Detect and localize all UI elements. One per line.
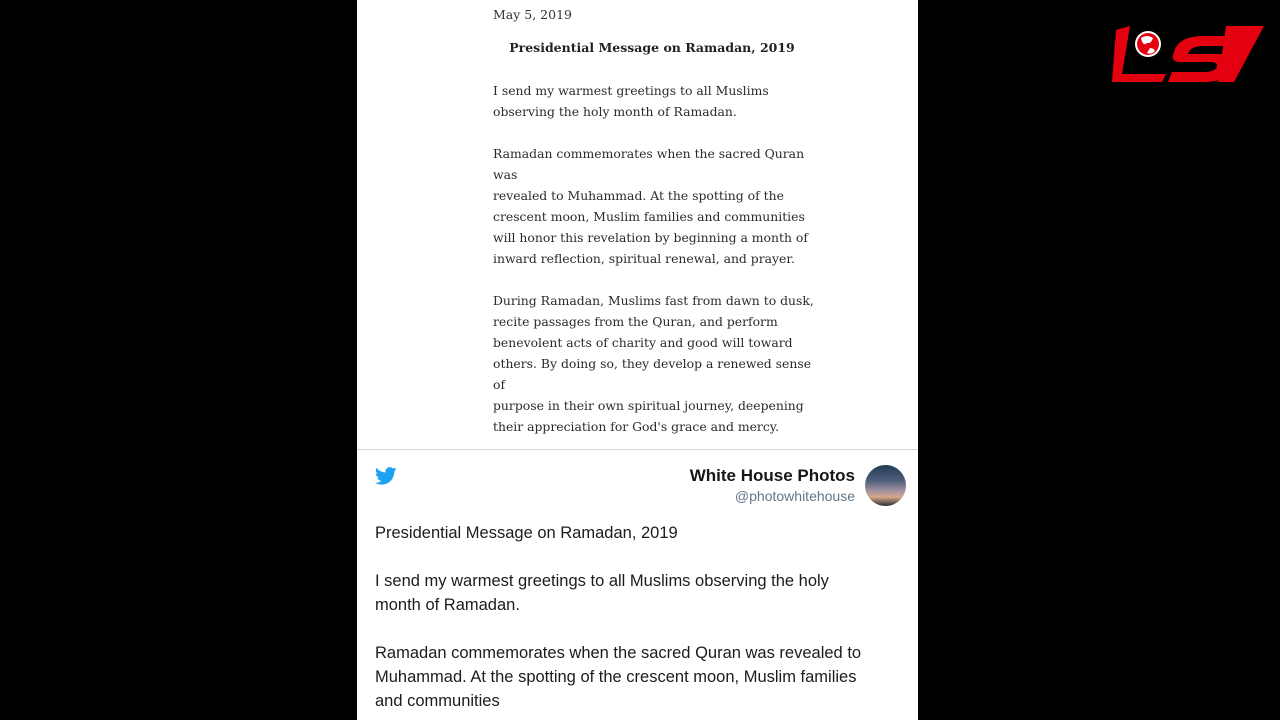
author-handle[interactable]: @photowhitehouse — [734, 488, 855, 504]
tweet-card — [357, 0, 918, 720]
twitter-bird-icon[interactable] — [375, 467, 397, 485]
document-title: Presidential Message on Ramadan, 2019 — [509, 40, 795, 55]
tweet-paragraph: Ramadan commemorates when the sacred Quran was revealed to Muhammad. At the spotting of the crescent moon, Muslim families and communities — [375, 644, 862, 710]
document-body — [493, 80, 823, 450]
document-paragraph: During Ramadan, Muslims fast from dawn to dusk, recite passages from the Quran, and perform benevolent acts of charity and good will toward others. By doing so, they develop a renewed sense of purpose in their own spiritual journey, deepening their appreciation for God's grace and mercy. — [493, 293, 814, 434]
document-image — [357, 0, 918, 450]
avatar[interactable] — [865, 465, 906, 506]
author-name[interactable]: White House Photos — [689, 466, 855, 485]
document-paragraph: Ramadan commemorates when the sacred Quran was revealed to Muhammad. At the spotting of the crescent moon, Muslim families and communities will honor this revelation by beginning a month of inward reflection, spiritual renewal, and prayer. — [493, 146, 808, 266]
tweet-header — [357, 450, 918, 510]
document-date: May 5, 2019 — [493, 7, 572, 22]
site-logo-icon — [1108, 22, 1266, 86]
document-paragraph: I send my warmest greetings to all Muslims observing the holy month of Ramadan. — [493, 83, 769, 119]
tweet-text — [375, 521, 905, 720]
tweet-paragraph: I send my warmest greetings to all Muslims observing the holy month of Ramadan. — [375, 572, 829, 614]
tweet-paragraph: Presidential Message on Ramadan, 2019 — [375, 524, 678, 542]
